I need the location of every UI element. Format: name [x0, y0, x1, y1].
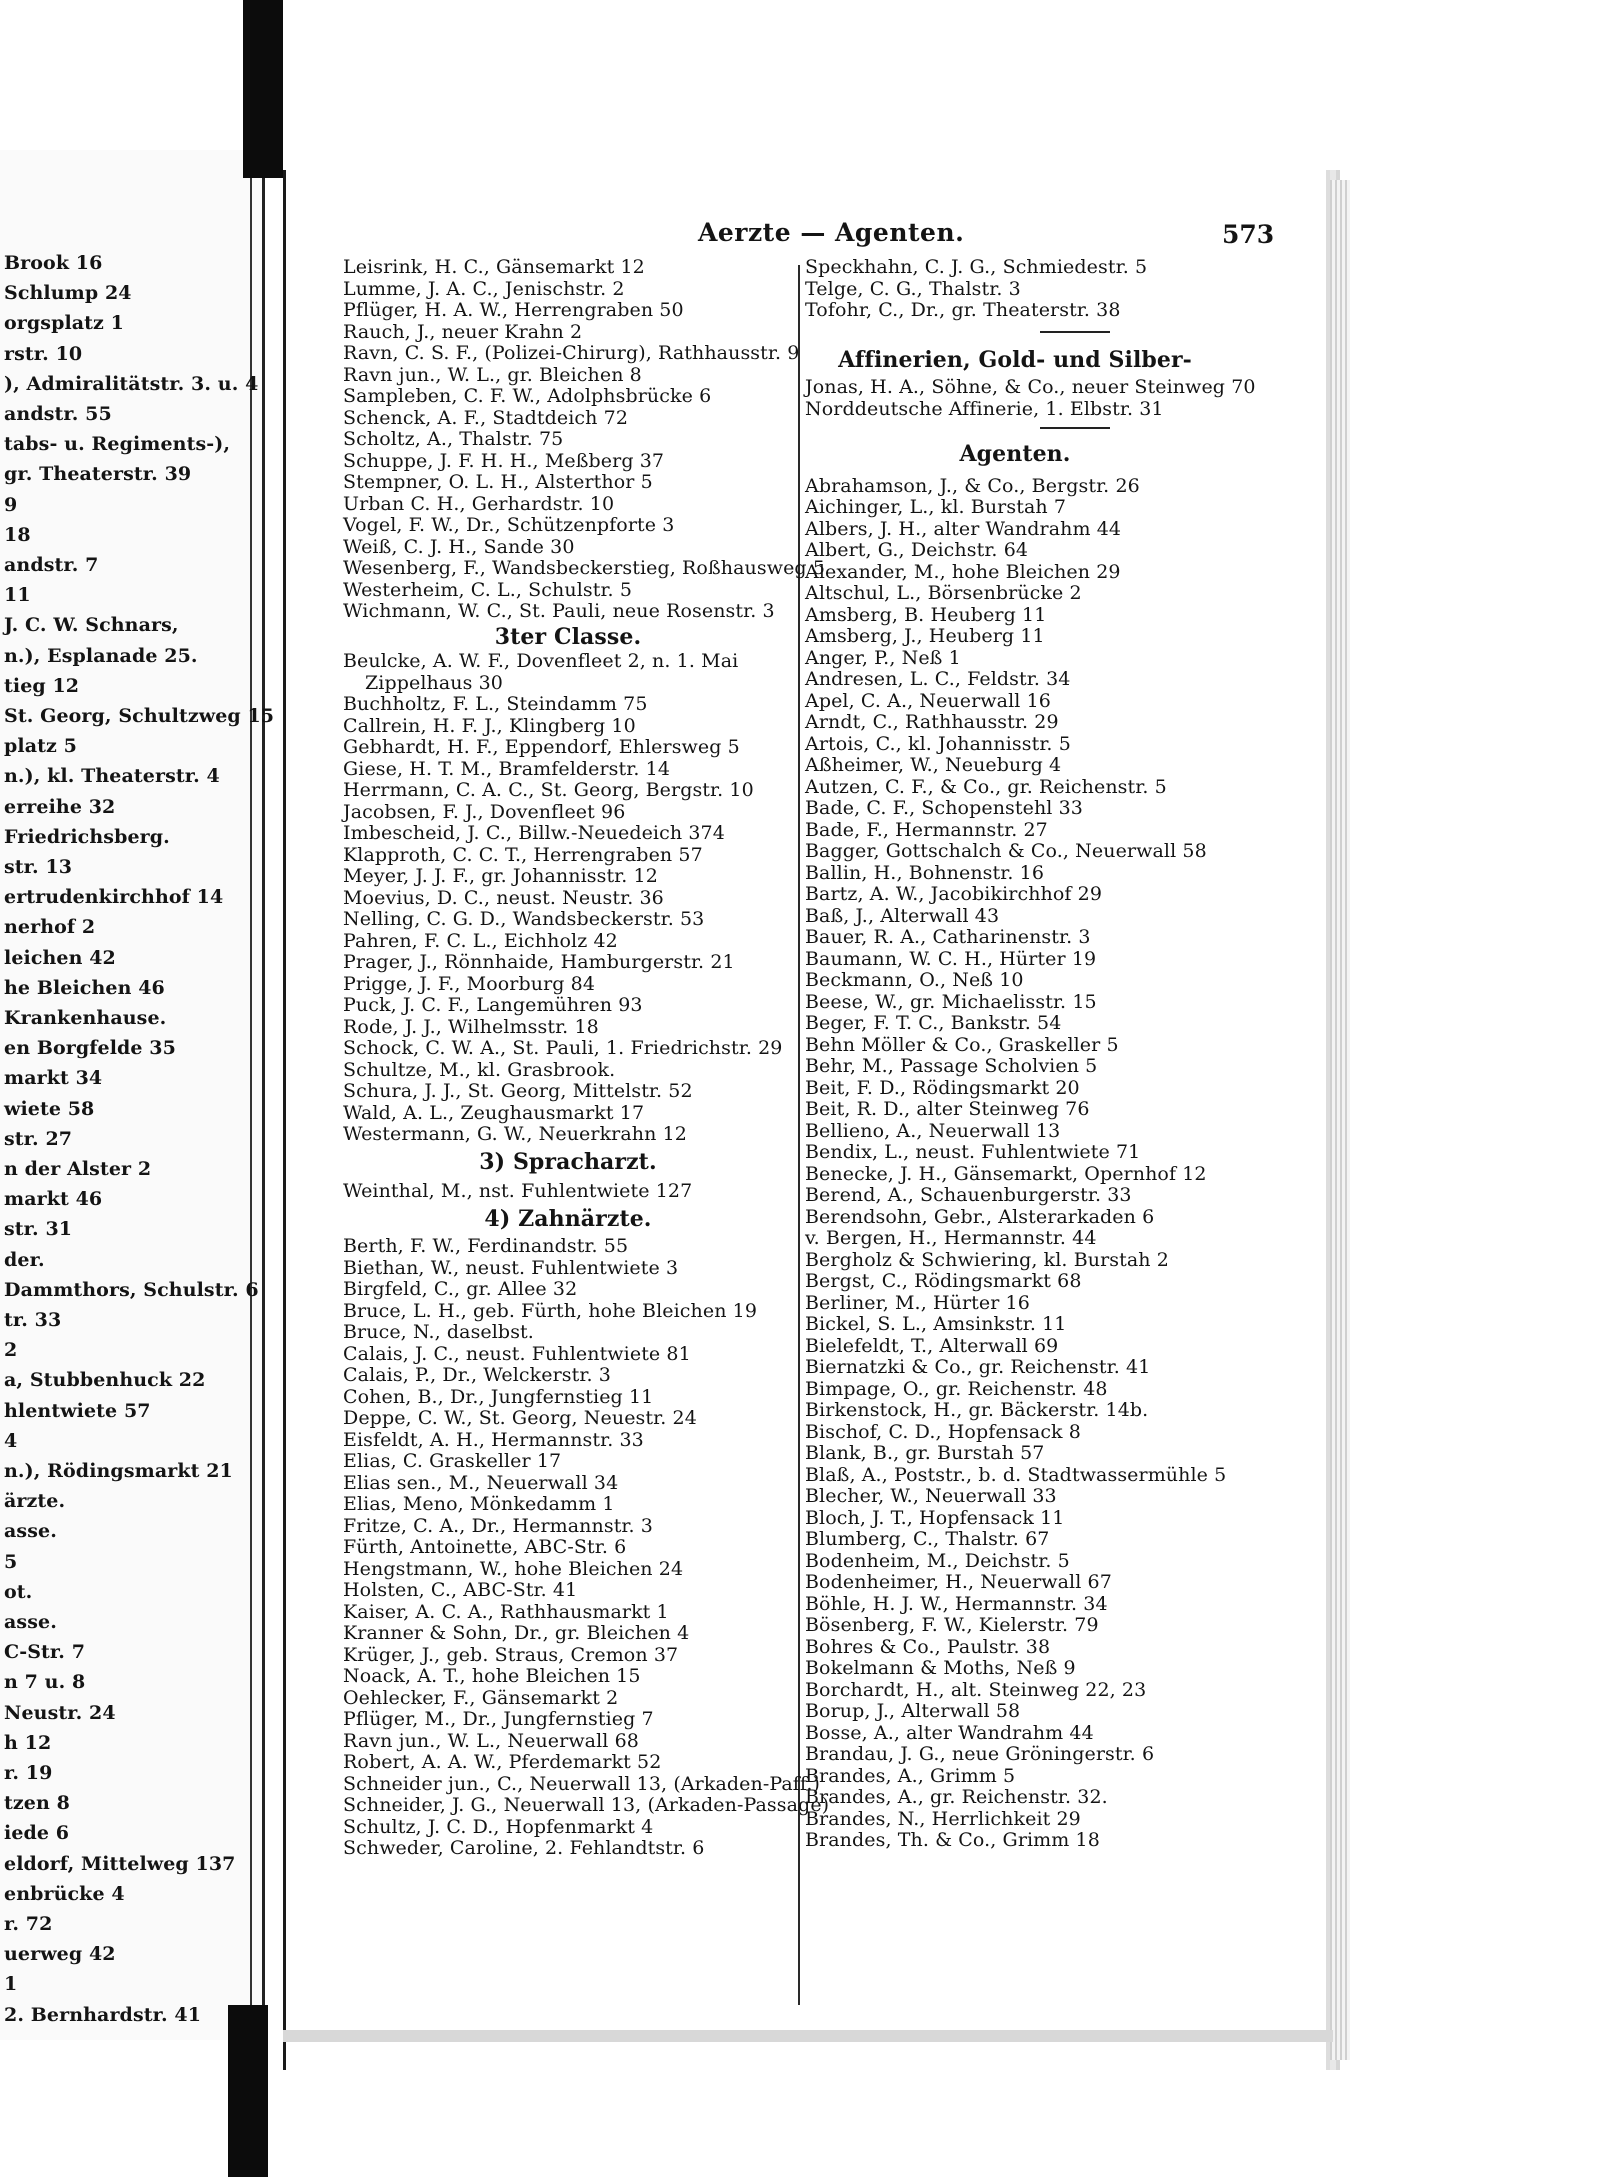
left-page-fragment: uerweg 42 [4, 1943, 116, 1966]
left-page-fragment: platz 5 [4, 735, 77, 758]
left-page-fragment: Dammthors, Schulstr. 6 [4, 1278, 259, 1301]
entry-line: Telge, C. G., Thalstr. 3 [805, 277, 1021, 300]
left-page-fragment: andstr. 55 [4, 403, 112, 425]
entry-line: Pflüger, M., Dr., Jungfernstieg 7 [343, 1708, 654, 1730]
left-page-fragment: n.), Esplanade 25. [4, 644, 198, 667]
entry-line: Cohen, B., Dr., Jungfernstieg 11 [343, 1385, 654, 1408]
entry-line: Bruce, L. H., geb. Fürth, hohe Bleichen 19 [343, 1299, 758, 1322]
entry-line: Bielefeldt, T., Alterwall 69 [805, 1334, 1059, 1357]
entry-line: Arndt, C., Rathhausstr. 29 [805, 711, 1059, 733]
running-head: Aerzte — Agenten. [698, 218, 965, 247]
entry-line: Vogel, F. W., Dr., Schützenpforte 3 [343, 514, 675, 536]
entry-line: Moevius, D. C., neust. Neustr. 36 [343, 886, 664, 909]
left-page-fragment: gr. Theaterstr. 39 [4, 463, 192, 486]
entry-line: Beese, W., gr. Michaelisstr. 15 [805, 990, 1097, 1013]
entry-line: Berend, A., Schauenburgerstr. 33 [805, 1184, 1132, 1206]
entry-line: Ravn, C. S. F., (Polizei-Chirurg), Rathhausstr. 9 [343, 342, 800, 364]
entry-line: Prigge, J. F., Moorburg 84 [343, 972, 596, 995]
entry-line: Bruce, N., daselbst. [343, 1321, 534, 1343]
entry-line: Alexander, M., hohe Bleichen 29 [805, 560, 1121, 583]
entry-line: Schenck, A. F., Stadtdeich 72 [343, 406, 629, 429]
left-page-fragment: erreihe 32 [4, 795, 116, 818]
entry-line: Biethan, W., neust. Fuhlentwiete 3 [343, 1256, 679, 1279]
entry-line: Bodenheim, M., Deichstr. 5 [805, 1549, 1070, 1572]
left-page-fragment: 9 [4, 493, 18, 516]
entry-line: Elias, Meno, Mönkedamm 1 [343, 1493, 615, 1515]
entry-line: Behn Möller & Co., Graskeller 5 [805, 1033, 1119, 1056]
entry-line: Birkenstock, H., gr. Bäckerstr. 14b. [805, 1399, 1149, 1421]
left-page-fragment: wiete 58 [4, 1097, 95, 1120]
entry-line: Schock, C. W. A., St. Pauli, 1. Friedrichstr. 29 [343, 1037, 783, 1059]
left-page-fragment: rstr. 10 [4, 342, 83, 365]
left-page-fragment: 1 [4, 1973, 18, 1996]
entry-line: Bösenberg, F. W., Kielerstr. 79 [805, 1614, 1099, 1636]
binding-strip-bottom [228, 2005, 268, 2177]
left-page-fragment: n.), kl. Theaterstr. 4 [4, 765, 220, 788]
entry-line: Buchholtz, F. L., Steindamm 75 [343, 693, 648, 715]
entry-line: Amsberg, B. Heuberg 11 [805, 603, 1047, 626]
section-heading: 3ter Classe. [494, 623, 642, 650]
section-heading: Affinerien, Gold- und Silber- [838, 346, 1192, 373]
left-page-fragment: Friedrichsberg. [4, 825, 170, 848]
entry-line: Tofohr, C., Dr., gr. Theaterstr. 38 [805, 299, 1121, 321]
entry-line: Behr, M., Passage Scholvien 5 [805, 1055, 1098, 1077]
entry-line: Aichinger, L., kl. Burstah 7 [805, 496, 1067, 518]
left-page-fragment: 11 [4, 584, 31, 607]
entry-line: Bendix, L., neust. Fuhlentwiete 71 [805, 1141, 1141, 1163]
entry-line: Jacobsen, F. J., Dovenfleet 96 [343, 800, 626, 823]
entry-line: Kranner & Sohn, Dr., gr. Bleichen 4 [343, 1622, 690, 1644]
entry-line: Deppe, C. W., St. Georg, Neuestr. 24 [343, 1407, 697, 1429]
entry-line: Weinthal, M., nst. Fuhlentwiete 127 [343, 1180, 693, 1202]
entry-line: Brandau, J. G., neue Gröningerstr. 6 [805, 1743, 1155, 1765]
left-page-fragment: iede 6 [4, 1822, 70, 1845]
entry-line: Albert, G., Deichstr. 64 [805, 539, 1029, 561]
entry-line: Borchardt, H., alt. Steinweg 22, 23 [805, 1678, 1147, 1701]
entry-line: Lumme, J. A. C., Jenischstr. 2 [343, 277, 625, 300]
entry-line: Speckhahn, C. J. G., Schmiedestr. 5 [805, 256, 1148, 278]
left-page-fragment: eldorf, Mittelweg 137 [4, 1852, 236, 1875]
entry-line: Klapproth, C. C. T., Herrengraben 57 [343, 843, 703, 866]
left-page-fragment: ertrudenkirchhof 14 [4, 886, 224, 909]
entry-line: Amsberg, J., Heuberg 11 [805, 625, 1045, 647]
entry-line: Bartz, A. W., Jacobikirchhof 29 [805, 883, 1103, 905]
entry-line: Calais, J. C., neust. Fuhlentwiete 81 [343, 1342, 691, 1365]
entry-line: Westerheim, C. L., Schulstr. 5 [343, 578, 633, 601]
entry-line: Bagger, Gottschalch & Co., Neuerwall 58 [805, 840, 1207, 862]
binding-strip-top [243, 0, 283, 178]
left-page-fragment: r. 72 [4, 1913, 53, 1935]
left-page-fragment: andstr. 7 [4, 554, 99, 576]
entry-line: Herrmann, C. A. C., St. Georg, Bergstr. 10 [343, 779, 754, 801]
left-page-fragment: 5 [4, 1550, 18, 1573]
entry-line: Albers, J. H., alter Wandrahm 44 [805, 517, 1122, 540]
entry-line: Bickel, S. L., Amsinkstr. 11 [805, 1313, 1067, 1335]
entry-line: Wichmann, W. C., St. Pauli, neue Rosenstr. 3 [343, 600, 775, 622]
left-page-fragment: tr. 33 [4, 1309, 62, 1331]
entry-line: Blaß, A., Poststr., b. d. Stadtwassermühle 5 [805, 1463, 1227, 1486]
left-page-fragment: ärzte. [4, 1490, 66, 1513]
entry-line: Artois, C., kl. Johannisstr. 5 [805, 732, 1071, 755]
entry-line: Krüger, J., geb. Straus, Cremon 37 [343, 1643, 679, 1666]
entry-line: Schultze, M., kl. Grasbrook. [343, 1058, 616, 1081]
entry-line: Anger, P., Neß 1 [805, 646, 961, 669]
entry-line: Brandes, N., Herrlichkeit 29 [805, 1807, 1081, 1830]
entry-line: Berendsohn, Gebr., Alsterarkaden 6 [805, 1205, 1155, 1228]
entry-line: Kaiser, A. C. A., Rathhausmarkt 1 [343, 1600, 669, 1623]
entry-line: Beckmann, O., Neß 10 [805, 969, 1024, 991]
entry-line: Aßheimer, W., Neueburg 4 [805, 754, 1062, 776]
entry-line: Bodenheimer, H., Neuerwall 67 [805, 1571, 1112, 1593]
column-rule [798, 265, 800, 2005]
entry-line: Hengstmann, W., hohe Bleichen 24 [343, 1557, 684, 1580]
entry-line: Oehlecker, F., Gänsemarkt 2 [343, 1686, 619, 1709]
entry-line: Stempner, O. L. H., Alsterthor 5 [343, 471, 653, 493]
entry-line: Jonas, H. A., Söhne, & Co., neuer Steinweg 70 [805, 376, 1256, 398]
entry-line: v. Bergen, H., Hermannstr. 44 [805, 1227, 1097, 1249]
entry-line: Brandes, A., gr. Reichenstr. 32. [805, 1786, 1108, 1808]
entry-line: Baumann, W. C. H., Hürter 19 [805, 947, 1097, 970]
entry-line: Beger, F. T. C., Bankstr. 54 [805, 1012, 1062, 1034]
left-page-fragment: Krankenhause. [4, 1007, 167, 1029]
entry-line: Westermann, G. W., Neuerkrahn 12 [343, 1123, 687, 1145]
entry-line: Leisrink, H. C., Gänsemarkt 12 [343, 256, 645, 278]
entry-line: Birgfeld, C., gr. Allee 32 [343, 1278, 578, 1300]
entry-line: Bergholz & Schwiering, kl. Burstah 2 [805, 1248, 1169, 1271]
entry-line: Schneider, J. G., Neuerwall 13, (Arkaden-Passage) [343, 1794, 830, 1816]
entry-line: Bauer, R. A., Catharinenstr. 3 [805, 926, 1091, 948]
entry-line: Bosse, A., alter Wandrahm 44 [805, 1721, 1094, 1744]
entry-line: Bellieno, A., Neuerwall 13 [805, 1119, 1061, 1142]
entry-line: Ravn jun., W. L., Neuerwall 68 [343, 1729, 639, 1752]
entry-line: Pflüger, H. A. W., Herrengraben 50 [343, 299, 684, 321]
entry-line: Baß, J., Alterwall 43 [805, 904, 1000, 927]
left-page-fragment: asse. [4, 1520, 57, 1543]
entry-line: Eisfeldt, A. H., Hermannstr. 33 [343, 1428, 644, 1451]
entry-line: Autzen, C. F., & Co., gr. Reichenstr. 5 [805, 775, 1167, 798]
entry-line: Apel, C. A., Neuerwall 16 [805, 689, 1051, 712]
entry-line: Sampleben, C. F. W., Adolphsbrücke 6 [343, 385, 712, 407]
entry-line: Norddeutsche Affinerie, 1. Elbstr. 31 [805, 397, 1164, 420]
left-page-fragment: orgsplatz 1 [4, 312, 124, 335]
left-page-fragment: a, Stubbenhuck 22 [4, 1369, 206, 1392]
entry-line: Schura, J. J., St. Georg, Mittelstr. 52 [343, 1080, 693, 1102]
entry-line: Bohres & Co., Paulstr. 38 [805, 1635, 1051, 1658]
entry-line: Scholtz, A., Thalstr. 75 [343, 428, 564, 450]
left-page-fragment: he Bleichen 46 [4, 976, 165, 999]
entry-line: Brandes, A., Grimm 5 [805, 1764, 1016, 1787]
left-page-fragment: markt 34 [4, 1067, 103, 1090]
entry-line: Berliner, M., Hürter 16 [805, 1291, 1030, 1314]
left-page-fragment: h 12 [4, 1731, 52, 1754]
entry-line: Berth, F. W., Ferdinandstr. 55 [343, 1235, 629, 1257]
entry-line: Robert, A. A. W., Pferdemarkt 52 [343, 1751, 662, 1773]
entry-line: Altschul, L., Börsenbrücke 2 [805, 582, 1082, 604]
entry-line: Wald, A. L., Zeughausmarkt 17 [343, 1101, 645, 1124]
left-page-fragment: 2 [4, 1339, 18, 1362]
section-heading: 3) Spracharzt. [479, 1148, 657, 1175]
left-page-fragment: r. 19 [4, 1762, 53, 1784]
entry-line: Bokelmann & Moths, Neß 9 [805, 1657, 1076, 1679]
left-page-fragment: n 7 u. 8 [4, 1671, 86, 1694]
page-bottom-edge [283, 2030, 1333, 2042]
section-rule [1040, 331, 1110, 333]
left-page-fragment: der. [4, 1248, 45, 1271]
left-page-fragment: str. 13 [4, 856, 73, 878]
entry-line: Nelling, C. G. D., Wandsbeckerstr. 53 [343, 908, 705, 930]
entry-line: Callrein, H. F. J., Klingberg 10 [343, 714, 636, 737]
left-page-fragment: markt 46 [4, 1188, 103, 1211]
left-page-fragment: tzen 8 [4, 1792, 70, 1815]
left-page-fragment: n.), Rödingsmarkt 21 [4, 1460, 233, 1482]
entry-line: Fritze, C. A., Dr., Hermannstr. 3 [343, 1514, 653, 1537]
entry-line: Bade, C. F., Schopenstehl 33 [805, 797, 1083, 819]
entry-line: Andresen, L. C., Feldstr. 34 [805, 668, 1071, 690]
entry-line: Beulcke, A. W. F., Dovenfleet 2, n. 1. Mai [343, 650, 739, 672]
entry-line: Beit, R. D., alter Steinweg 76 [805, 1098, 1090, 1120]
entry-line: Holsten, C., ABC-Str. 41 [343, 1579, 578, 1601]
entry-line: Bade, F., Hermannstr. 27 [805, 818, 1048, 841]
entry-line: Bimpage, O., gr. Reichenstr. 48 [805, 1377, 1108, 1400]
entry-line: Zippelhaus 30 [365, 671, 503, 694]
entry-line: Blank, B., gr. Burstah 57 [805, 1442, 1045, 1464]
left-page-fragment: C-Str. 7 [4, 1641, 86, 1664]
entry-line: Ballin, H., Bohnenstr. 16 [805, 861, 1045, 884]
entry-line: Bloch, J. T., Hopfensack 11 [805, 1506, 1065, 1529]
left-page-fragment: St. Georg, Schultzweg 15 [4, 705, 275, 727]
left-page-fragment: J. C. W. Schnars, [4, 614, 179, 637]
entry-line: Böhle, H. J. W., Hermannstr. 34 [805, 1592, 1108, 1615]
left-page-fragment: asse. [4, 1611, 57, 1633]
left-page-fragment: ot. [4, 1580, 33, 1603]
entry-line: Imbescheid, J. C., Billw.-Neuedeich 374 [343, 822, 725, 844]
entry-line: Schweder, Caroline, 2. Fehlandtstr. 6 [343, 1837, 705, 1859]
entry-line: Blecher, W., Neuerwall 33 [805, 1485, 1057, 1507]
left-page-fragment: 4 [4, 1429, 18, 1452]
entry-line: Meyer, J. J. F., gr. Johannisstr. 12 [343, 865, 658, 887]
entry-line: Bergst, C., Rödingsmarkt 68 [805, 1270, 1082, 1292]
left-page-rule [250, 165, 252, 2045]
entry-line: Elias, C. Graskeller 17 [343, 1450, 562, 1472]
entry-line: Noack, A. T., hohe Bleichen 15 [343, 1665, 641, 1687]
entry-line: Rode, J. J., Wilhelmsstr. 18 [343, 1015, 599, 1038]
entry-line: Ravn jun., W. L., gr. Bleichen 8 [343, 363, 642, 386]
entry-line: Weiß, C. J. H., Sande 30 [343, 535, 575, 558]
entry-line: Wesenberg, F., Wandsbeckerstieg, Roßhausweg 5 [343, 557, 826, 579]
entry-line: Schneider jun., C., Neuerwall 13, (Arkaden-Paff.) [343, 1772, 821, 1795]
entry-line: Giese, H. T. M., Bramfelderstr. 14 [343, 757, 671, 780]
left-page-fragment: hlentwiete 57 [4, 1399, 151, 1422]
entry-line: Schuppe, J. F. H. H., Meßberg 37 [343, 449, 665, 472]
entry-line: Bischof, C. D., Hopfensack 8 [805, 1420, 1081, 1443]
left-page-fragment: Neustr. 24 [4, 1701, 116, 1724]
section-rule [1040, 427, 1110, 429]
entry-line: Rauch, J., neuer Krahn 2 [343, 320, 583, 343]
entry-line: Borup, J., Alterwall 58 [805, 1700, 1021, 1722]
left-page-fragment: leichen 42 [4, 946, 116, 969]
entry-line: Urban C. H., Gerhardstr. 10 [343, 492, 615, 515]
left-page-fragment: nerhof 2 [4, 916, 96, 939]
entry-line: Biernatzki & Co., gr. Reichenstr. 41 [805, 1356, 1151, 1378]
left-page-fragment: str. 31 [4, 1218, 73, 1241]
entry-line: Prager, J., Rönnhaide, Hamburgerstr. 21 [343, 951, 735, 973]
section-heading: Agenten. [959, 441, 1071, 467]
left-page-fragment: 18 [4, 523, 31, 546]
section-heading: 4) Zahnärzte. [484, 1205, 652, 1232]
left-page-fragment: str. 27 [4, 1127, 73, 1150]
page-number: 573 [1222, 220, 1275, 249]
entry-line: Pahren, F. C. L., Eichholz 42 [343, 929, 618, 952]
entry-line: Schultz, J. C. D., Hopfenmarkt 4 [343, 1815, 654, 1838]
entry-line: Puck, J. C. F., Langemühren 93 [343, 994, 643, 1016]
left-page-fragment: Brook 16 [4, 252, 103, 274]
left-page-fragment: enbrücke 4 [4, 1882, 125, 1905]
entry-line: Gebhardt, H. F., Eppendorf, Ehlersweg 5 [343, 736, 740, 758]
left-page-fragment: n der Alster 2 [4, 1158, 152, 1180]
left-page-fragment: 2. Bernhardstr. 41 [4, 2003, 202, 2026]
left-page-fragment: tabs- u. Regiments-), [4, 433, 231, 456]
entry-line: Abrahamson, J., & Co., Bergstr. 26 [805, 474, 1140, 497]
page-edges [1330, 180, 1350, 2060]
entry-line: Brandes, Th. & Co., Grimm 18 [805, 1829, 1100, 1851]
entry-line: Calais, P., Dr., Welckerstr. 3 [343, 1364, 611, 1386]
entry-line: Benecke, J. H., Gänsemarkt, Opernhof 12 [805, 1162, 1207, 1185]
left-page-fragment: tieg 12 [4, 674, 80, 697]
left-page-fragment: Schlump 24 [4, 282, 132, 305]
entry-line: Blumberg, C., Thalstr. 67 [805, 1528, 1050, 1550]
entry-line: Beit, F. D., Rödingsmarkt 20 [805, 1076, 1080, 1099]
left-page-fragment: en Borgfelde 35 [4, 1037, 176, 1060]
entry-line: Fürth, Antoinette, ABC-Str. 6 [343, 1536, 627, 1558]
entry-line: Elias sen., M., Neuerwall 34 [343, 1471, 619, 1494]
left-page-fragment: ), Admiralitätstr. 3. u. 4 [4, 372, 259, 395]
